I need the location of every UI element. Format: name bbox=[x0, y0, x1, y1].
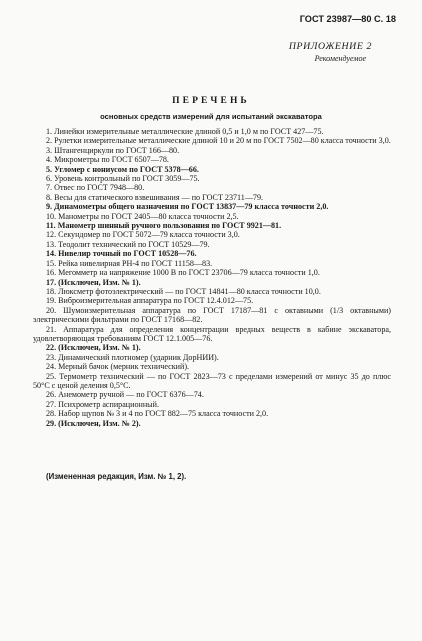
list-item: 29. (Исключен, Изм. № 2). bbox=[46, 418, 141, 428]
list-item: 15. Рейка нивелирная РН-4 по ГОСТ 11158—83. bbox=[46, 258, 213, 268]
list-item: 24. Мерный бачок (мерник технический). bbox=[46, 362, 190, 372]
list-item: 25. Термометр технический — по ГОСТ 2823—73 с пределами измерений от минус 35 до плюс 50°С с ценой деления 0,5°С. bbox=[33, 371, 391, 390]
document-subtitle: основных средств измерений для испытаний экскаватора bbox=[100, 112, 322, 121]
list-item: 8. Весы для статического взвешивания — по ГОСТ 23711—79. bbox=[46, 192, 264, 202]
list-item: 22. (Исключен, Изм. № 1). bbox=[46, 343, 141, 353]
list-item: 1. Линейки измерительные металлические длиной 0,5 и 1,0 м по ГОСТ 427—75. bbox=[46, 127, 324, 136]
instrument-list bbox=[33, 127, 391, 428]
document-title: ПЕРЕЧЕНЬ bbox=[172, 96, 250, 106]
list-item: 14. Нивелир точный по ГОСТ 10528—76. bbox=[46, 249, 197, 259]
list-item: 21. Аппаратура для определения концентрации вредных веществ в кабине экскаватора, удовлетворяющая требованиям ГОСТ 12.1.005—76. bbox=[33, 324, 391, 343]
amendment-note: (Измененная редакция, Изм. № 1, 2). bbox=[46, 472, 187, 481]
list-item: 17. (Исключен, Изм. № 1). bbox=[46, 277, 141, 287]
list-item: 3. Штангенциркули по ГОСТ 166—80. bbox=[46, 145, 180, 155]
list-item: 28. Набор щупов № 3 и 4 по ГОСТ 882—75 класса точности 2,0. bbox=[46, 409, 269, 419]
list-item: 7. Отвес по ГОСТ 7948—80. bbox=[46, 183, 145, 193]
list-item: 23. Динамический плотномер (ударник ДорНИИ). bbox=[46, 352, 219, 362]
list-item: 27. Психрометр аспирационный. bbox=[46, 399, 159, 409]
list-item: 16. Мегомметр на напряжение 1000 В по ГОСТ 23706—79 класса точности 1,0. bbox=[46, 268, 320, 278]
appendix-status: Рекомендуемое bbox=[314, 54, 366, 63]
page-header: ГОСТ 23987—80 С. 18 bbox=[299, 14, 396, 24]
list-item: 19. Виброизмерительная аппаратура по ГОСТ 12.4.012—75. bbox=[46, 296, 254, 306]
list-item: 6. Уровень контрольный по ГОСТ 3059—75. bbox=[46, 174, 200, 184]
list-item: 2. Рулетки измерительные металлические длиной 10 и 20 м по ГОСТ 7502—80 класса точности 3,0. bbox=[46, 136, 391, 146]
list-item: 26. Анемометр ручной — по ГОСТ 6376—74. bbox=[46, 390, 204, 400]
appendix-label: ПРИЛОЖЕНИЕ 2 bbox=[288, 41, 372, 52]
list-item: 18. Люксметр фотоэлектрический — по ГОСТ 14841—80 класса точности 10,0. bbox=[46, 286, 321, 296]
list-item: 5. Угломер с нониусом по ГОСТ 5378—66. bbox=[46, 164, 199, 174]
list-item: 20. Шумоизмерительная аппаратура по ГОСТ 17187—81 с октавными (1/3 октавными) электрическими фильтрами по ГОСТ 17168—82. bbox=[33, 305, 391, 325]
list-item: 12. Секундомер по ГОСТ 5072—79 класса точности 3,0. bbox=[46, 230, 240, 240]
list-item: 13. Теодолит технический по ГОСТ 10529—79. bbox=[46, 239, 210, 249]
list-item: 9. Динамометры общего назначения по ГОСТ 13837—79 класса точности 2,0. bbox=[46, 202, 329, 212]
list-item: 11. Манометр шинный ручного пользования по ГОСТ 9921—81. bbox=[46, 221, 282, 231]
list-item: 4. Микрометры по ГОСТ 6507—78. bbox=[46, 155, 169, 165]
list-item: 10. Манометры по ГОСТ 2405—80 класса точности 2,5. bbox=[46, 211, 239, 221]
